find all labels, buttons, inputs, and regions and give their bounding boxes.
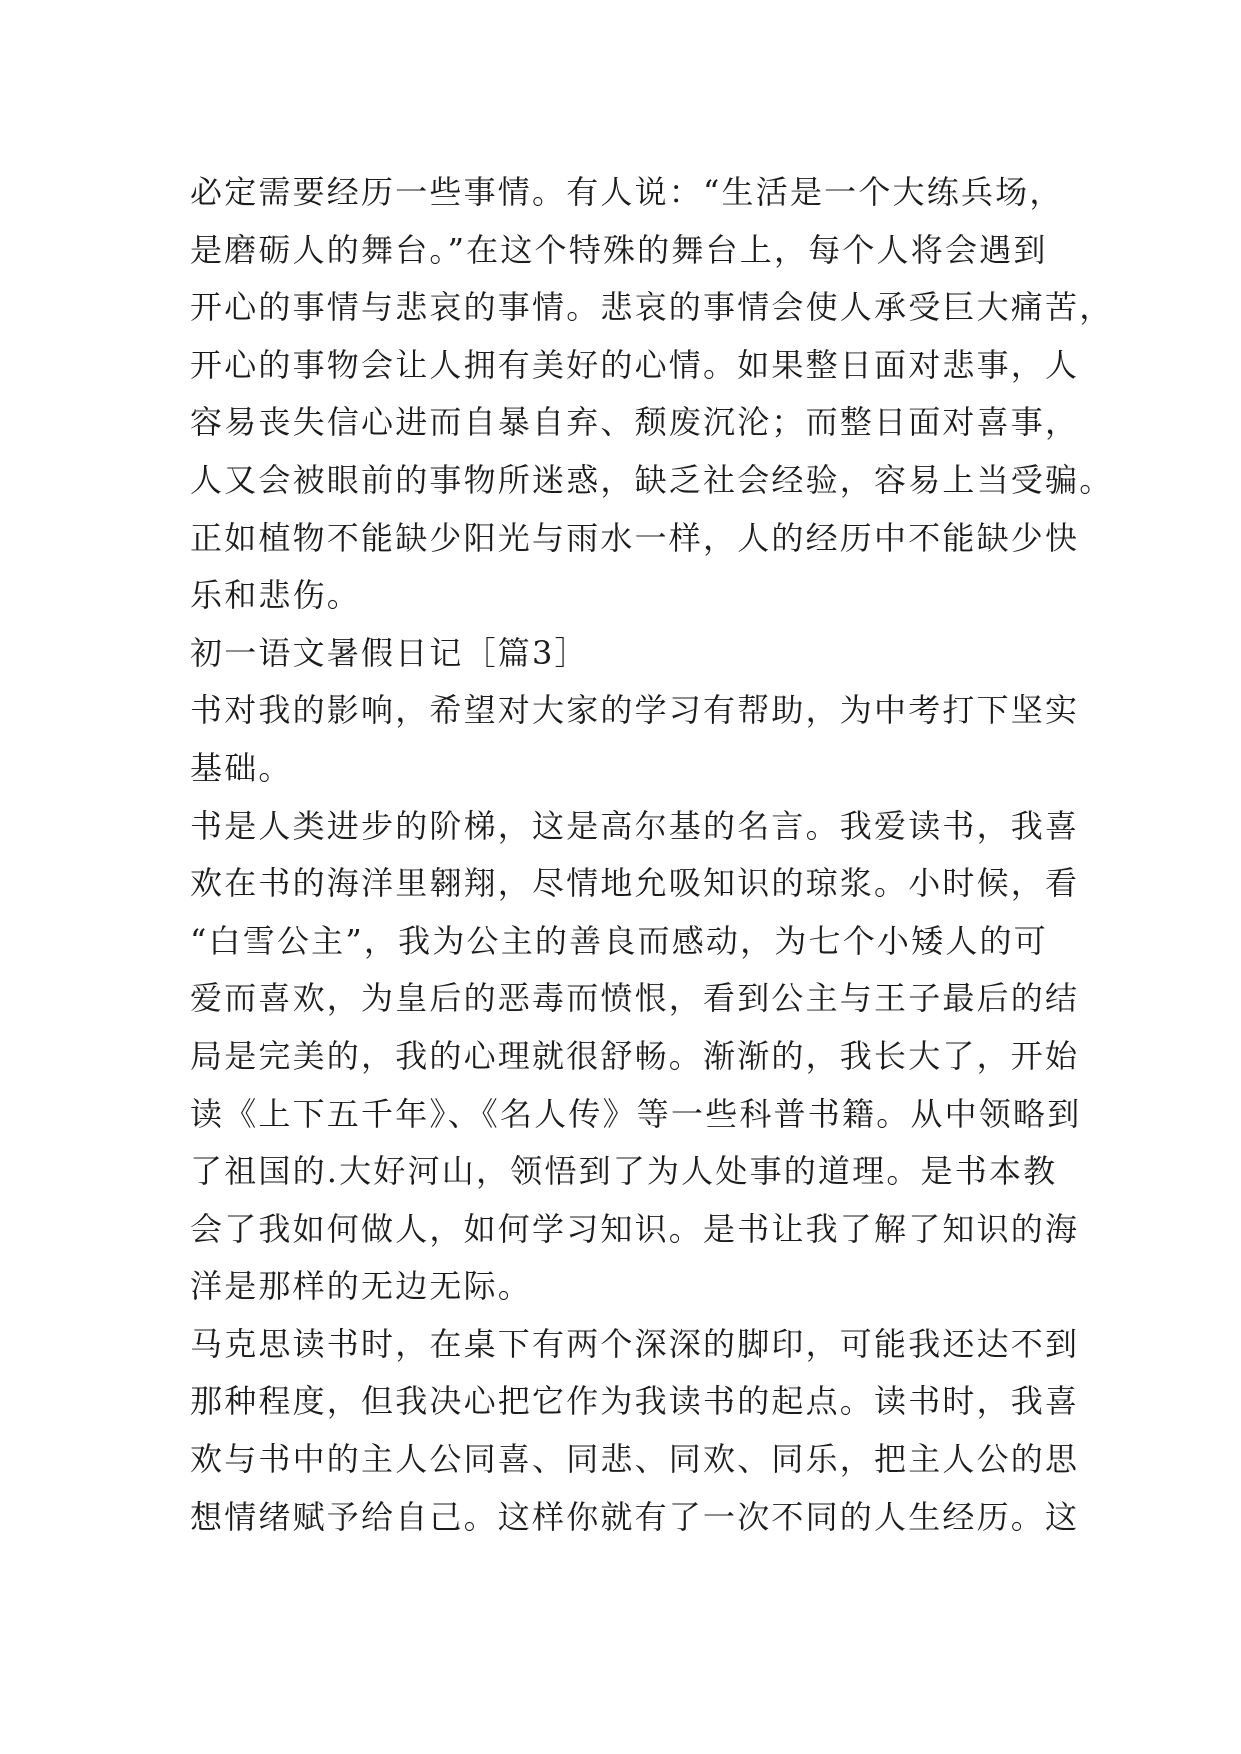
text-line: 那种程度，但我决心把它作为我读书的起点。读书时，我喜 <box>190 1382 1080 1421</box>
text-line: 开心的事物会让人拥有美好的心情。如果整日面对悲事，人 <box>190 345 1080 384</box>
text-line: 马克思读书时，在桌下有两个深深的脚印，可能我还达不到 <box>190 1324 1080 1363</box>
text-line: 书对我的影响，希望对大家的学习有帮助，为中考打下坚实 <box>190 691 1080 730</box>
text-line: 书是人类进步的阶梯，这是高尔基的名言。我爱读书，我喜 <box>190 806 1080 845</box>
text-line: 局是完美的，我的心理就很舒畅。渐渐的，我长大了，开始 <box>190 1036 1080 1075</box>
text-line: 开心的事情与悲哀的事情。悲哀的事情会使人承受巨大痛苦， <box>190 288 1114 327</box>
section-heading: 初一语文暑假日记［篇3］ <box>190 633 589 672</box>
text-line: 必定需要经历一些事情。有人说：“生活是一个大练兵场， <box>190 173 1064 211</box>
text-line: 欢在书的海洋里翱翔，尽情地允吸知识的琼浆。小时候，看 <box>190 864 1080 903</box>
text-line: 人又会被眼前的事物所迷惑，缺乏社会经验，容易上当受骗。 <box>190 460 1114 499</box>
text-line: 欢与书中的主人公同喜、同悲、同欢、同乐，把主人公的思 <box>190 1440 1080 1479</box>
text-line: 读《上下五千年》、《名人传》等一些科普书籍。从中领略到 <box>190 1094 1082 1133</box>
text-line: 基础。 <box>190 748 293 787</box>
body-text <box>190 164 1114 1546</box>
text-line: 正如植物不能缺少阳光与雨水一样，人的经历中不能缺少快 <box>190 518 1080 557</box>
text-line: 洋是那样的无边无际。 <box>190 1267 533 1306</box>
text-line: 了祖国的.大好河山，领悟到了为人处事的道理。是书本教 <box>190 1152 1058 1191</box>
text-line: 乐和悲伤。 <box>190 576 362 615</box>
text-line: 爱而喜欢，为皇后的恶毒而愤恨，看到公主与王子最后的结 <box>190 979 1080 1018</box>
text-line: 容易丧失信心进而自暴自弃、颓废沉沦；而整日面对喜事， <box>190 403 1080 442</box>
text-line: “白雪公主”，我为公主的善良而感动，为七个小矮人的可 <box>190 921 1048 960</box>
text-line: 会了我如何做人，如何学习知识。是书让我了解了知识的海 <box>190 1209 1080 1248</box>
text-line: 是磨砺人的舞台。”在这个特殊的舞台上，每个人将会遇到 <box>190 230 1048 269</box>
text-line: 想情绪赋予给自己。这样你就有了一次不同的人生经历。这 <box>190 1497 1080 1536</box>
